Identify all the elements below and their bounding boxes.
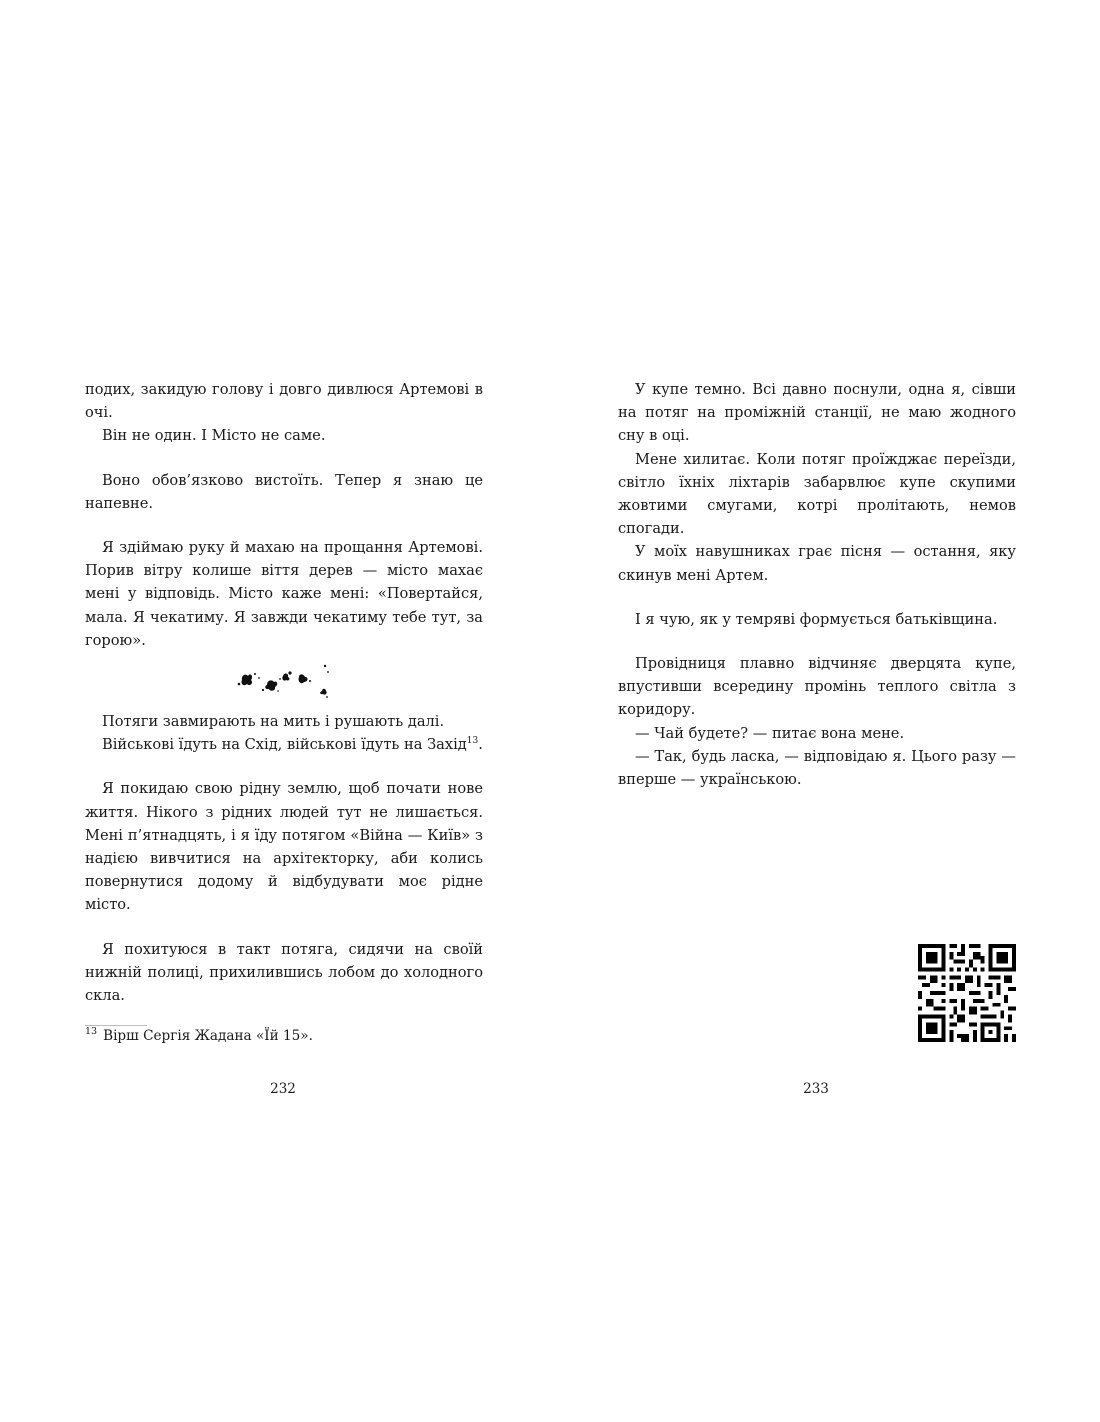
page-number-left: 232	[270, 1081, 296, 1097]
paragraph: Потяги завмирають на мить і рушають далі.	[102, 713, 445, 731]
paragraph: Я похитуюся в такт потяга, сидячи на своїй нижній полиці, прихилившись лобом до холодного скла.	[85, 940, 483, 1005]
qr-code-icon[interactable]	[918, 944, 1016, 1042]
paragraph: Провідниця плавно відчиняє дверцята купе, впустивши всередину промінь теплого світла з коридору.	[618, 655, 1016, 719]
footnote-number: 13	[85, 1026, 98, 1038]
paragraph: У купе темно. Всі давно поснули, одна я, сівши на потяг на проміжній станції, не маю жодного сну в оці.	[618, 381, 1016, 445]
paragraph: У моїх навушниках грає пісня — остання, яку скинув мені Артем.	[618, 543, 1016, 584]
dialogue-line: — Так, будь ласка, — відповідаю я. Цього разу — вперше — українською.	[618, 747, 1016, 789]
paragraph: Я покидаю свою рідну землю, щоб почати нове життя. Нікого з рідних людей тут не лишається. Мені п’ятнадцять, і я їду потягом «Війна — Київ» з надією вивчитися на архітекторку, аби колись повернутися додому й відбудувати моє рідне місто.	[85, 780, 483, 914]
ink-blot-ornament-icon	[234, 660, 334, 700]
paragraph: Він не один. І Місто не саме.	[102, 427, 326, 445]
left-page-text	[85, 378, 483, 1007]
punctuation: .	[478, 736, 483, 754]
paragraph: подих, закидую голову і довго дивлюся Артемові в очі.	[85, 381, 483, 422]
page-number-right: 233	[803, 1081, 829, 1097]
footnote	[85, 1026, 313, 1046]
footnote-text: Вірш Сергія Жадана «Їй 15».	[103, 1028, 313, 1044]
paragraph: І я чую, як у темряві формується батьківщина.	[635, 610, 998, 628]
paragraph-text: Військові їдуть на Схід, військові їдуть на Захід	[102, 736, 467, 754]
footnote-reference[interactable]: 13	[466, 736, 479, 747]
right-page-text	[618, 378, 1016, 791]
paragraph: Мене хилитає. Коли потяг проїжджає переїзди, світло їхніх ліхтарів забарвлює купе скупими жовтими смугами, котрі пролітають, немов спогади.	[618, 450, 1016, 538]
paragraph: Я здіймаю руку й махаю на прощання Артемові. Порив вітру колише віття дерев — місто махає мені у відповідь. Місто каже мені: «Повертайся, мала. Я чекатиму. Я завжди чекатиму тебе тут, за горою».	[85, 539, 483, 649]
dialogue-line: — Чай будете? — питає вона мене.	[635, 724, 905, 742]
paragraph-with-footnote-ref	[85, 733, 483, 756]
paragraph: Воно обов’язково вистоїть. Тепер я знаю це напевне.	[85, 471, 483, 512]
